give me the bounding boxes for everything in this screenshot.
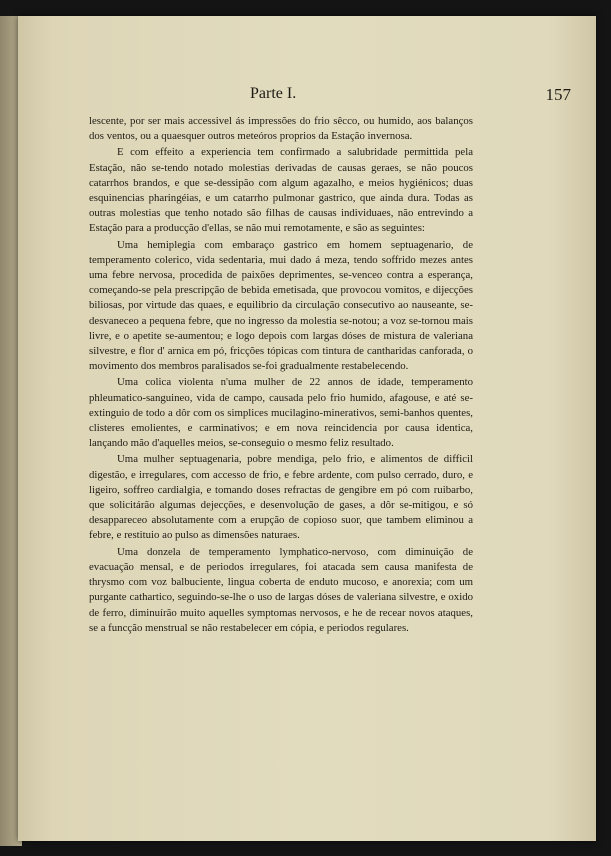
paragraph: Uma mulher septuagenaria, pobre mendiga, pelo frio, e alimentos de difficil digestão, e irregulares, com accesso de frio, e febre ardente, com pulso cerrado, duro, e ligeiro, soffreo cardialgia, e tomando doses refractas de gengibre em pó com ruibarbo, que solicitárão algumas dejecções, e desenvolução de gases, a dôr se-mitigou, e só desappareceo absolutamente com a erupção de copioso suor, que tambem eliminou a febre, e restituio ao pulso as dimensões naturaes. (89, 453, 473, 542)
page-number: 157 (545, 85, 571, 104)
paragraph: Uma donzela de temperamento lymphatico-nervoso, com diminuição de evacuação mensal, e de periodos irregulares, foi atacada sem causa manifesta de thrysmo com voz balbuciente, lingua coberta de enduto mucoso, e anorexia; com um purgante cathartico, seguindo-se-lhe o uso de largas dóses de valeriana silvestre, e oxido de ferro, diminuírão muito aquelles symptomas nervosos, e he de recear novos ataques, se a funcção menstrual se não restabelecer em cópia, e periodos regulares. (89, 545, 473, 634)
paragraph: Uma hemiplegia com embaraço gastrico em homem septuagenario, de temperamento colerico, vida sedentaria, mui dado á meza, tendo soffrido mezes antes uma febre nervosa, procedida de paixões deprimentes, se-venceo contra a esperança, começando-se pela prescripção de bebida emetisada, que provocou vomitos, e dijecções biliosas, por virtude das quaes, e equilibrio da circulação consecutivo ao nauseante, se-desvaneceo a pequena febre, que no ingresso da molestia se-notou; a voz se-tornou mais livre, e o apetite se-aumentou; e logo depois com largas dóses de mistura de valeriana silvestre, e flor d' arnica em pó, fricções tópicas com tintura de cantharidas canforada, o movimento dos membros paralisados se-foi gradualmente restabelecendo. (89, 238, 473, 373)
running-title: Parte I. (250, 85, 297, 102)
body-text (89, 114, 473, 637)
running-header (0, 80, 611, 104)
paragraph: lescente, por ser mais accessivel ás impressões do frio sêcco, ou humido, aos balanços dos ventos, ou a quaesquer outros meteóros proprios da Estação invernosa. (89, 115, 473, 143)
paragraph: Uma colica violenta n'uma mulher de 22 annos de idade, temperamento phleumatico-sanguineo, vida de campo, causada pelo frio humido, afagouse, e até se-extinguio de todo a dôr com os simplices mucilagino-minerativos, semi-banhos quentes, clisteres emolientes, e carminativos; e em nova reincidencia por causa identica, lançando mão d'aquelles meios, se-conseguio o mesmo feliz resultado. (89, 376, 473, 450)
paragraph: E com effeito a experiencia tem confirmado a salubridade permittida pela Estação, não se-tendo notado molestias derivadas de causas geraes, se não poucos catarrhos brandos, e que se-dessipão com algum agazalho, e meios hygiénicos; duas esquinencias pharingéias, e um catarrho pulmonar gastrico, que ainda dura. Todas as outras molestias que tenho notado são filhas de causas individuaes, não entrevindo a Estação para a producção d'ellas, se não mui remotamente, e são as seguintes: (89, 146, 473, 235)
